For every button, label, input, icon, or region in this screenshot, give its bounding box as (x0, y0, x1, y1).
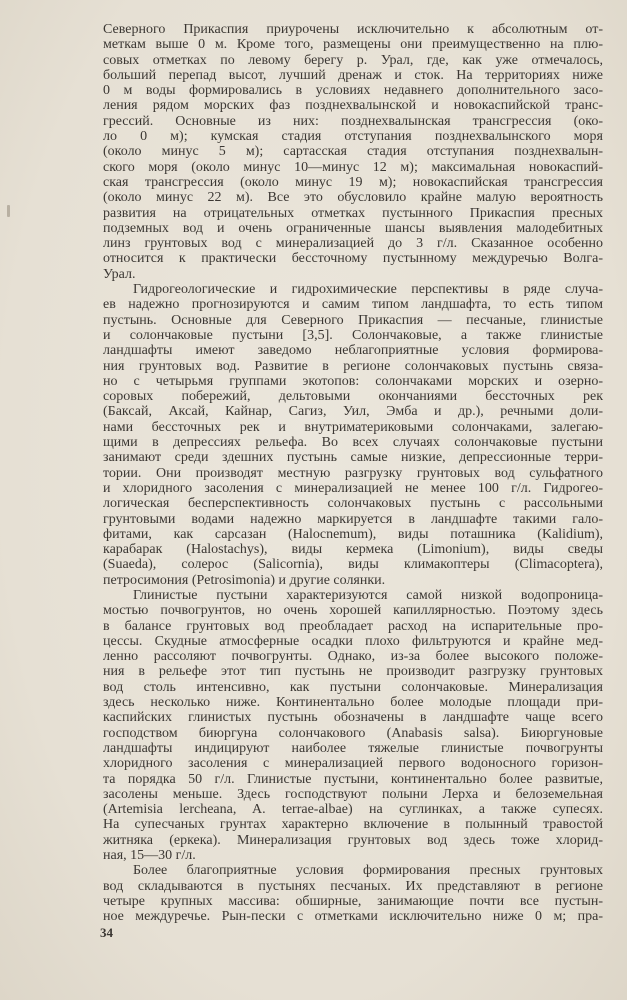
text-line: Более благоприятные условия формирования пресных грунтовых (133, 863, 603, 879)
text-line: ландшафты индицируют наиболее тяжелые глинистые почвогрунты (103, 740, 603, 756)
body-text (103, 22, 603, 925)
text-line: та порядка 50 г/л. Глинистые пустыни, континентально более развитые, (103, 771, 603, 787)
text-line: относится к практически бессточному пустынному междуречью Волга- (103, 251, 603, 267)
text-line: и солончаковые пустыни [3,5]. Солончаковые, а также глинистые (103, 327, 603, 343)
text-line: На супесчаных грунтах характерно включение в полынный травостой (103, 817, 603, 833)
text-line: тории. Они производят местную разгрузку грунтовых вод сульфатного (103, 465, 603, 481)
text-line: нами бессточных рек и внутриматериковыми солончаками, залегаю- (103, 419, 603, 435)
text-line: больший перепад высот, лучший дренаж и сток. На территориях ниже (103, 67, 603, 83)
text-line: мостью почвогрунтов, но очень хорошей капиллярностью. Поэтому здесь (103, 603, 603, 619)
text-line: совых отметках по левому берегу р. Урал, где, как уже отмечалось, (103, 52, 603, 68)
scan-mark (7, 205, 10, 217)
text-line: ное междуречье. Рын-пески с отметками исключительно ниже 0 м; пра- (103, 909, 603, 925)
text-line: хлоридного засоления с минерализацией первого водоносного горизон- (103, 756, 603, 772)
text-line: ло 0 м); кумская стадия отступания позднехвалынского моря (103, 129, 603, 145)
text-line: Северного Прикаспия приурочены исключительно к абсолютным от- (103, 22, 603, 37)
text-line: ландшафты имеют заведомо неблагоприятные условия формирова- (103, 343, 603, 359)
page-number: 34 (100, 925, 113, 940)
paragraph (103, 282, 603, 588)
text-line: ев надежно прогнозируются и самим типом ландшафта, то есть типом (103, 297, 603, 313)
text-line: фитами, как сарсазан (Halocnemum), виды поташника (Kalidium), (103, 526, 603, 542)
text-line: (Artemisia lercheana, A. terrae-albae) на суглинках, а также супесях. (103, 802, 603, 818)
text-line: петросимония (Petrosimonia) и другие солянки. (103, 572, 386, 588)
text-line: подземных вод и очень ограниченные шансы выявления малодебитных (103, 220, 603, 236)
text-line: (около минус 5 м); сартасская стадия отступания позднехвалын- (103, 144, 603, 160)
text-line: (Suaeda), солерос (Salicornia), виды климакоптеры (Climacoptera), (103, 557, 603, 573)
text-line: карабарак (Halostachys), виды кермека (Limonium), виды сведы (103, 542, 603, 558)
text-line: линз грунтовых вод с минерализацией до 3 г/л. Сказанное особенно (103, 236, 603, 252)
text-line: 0 м воды формировались в условиях недавнего дополнительного засо- (103, 83, 603, 99)
text-line: вод складываются в пустынях песчаных. Их представляют в регионе (103, 878, 603, 894)
text-line: ния грунтовых вод. Развитие в регионе солончаковых пустынь связа- (103, 358, 603, 374)
text-line: Урал. (103, 266, 136, 282)
text-line: меткам выше 0 м. Кроме того, размещены они преимущественно на плю- (103, 37, 603, 53)
text-line: ского моря (около минус 10—минус 12 м); максимальная новокаспий- (103, 159, 603, 175)
text-line: четыре крупных массива: обширные, занимающие почти все пустын- (103, 893, 603, 909)
text-line: ленно рассоляют почвогрунты. Однако, из-за более высокого положе- (103, 649, 603, 665)
text-line: пустынь. Основные для Северного Прикаспия — песчаные, глинистые (103, 312, 603, 328)
text-line: (около минус 22 м). Все это обусловило крайне малую вероятность (103, 190, 603, 206)
text-line: и хлоридного засоления с минерализацией не менее 100 г/л. Гидрогео- (103, 480, 603, 496)
paragraph (103, 22, 603, 282)
paragraph (103, 588, 603, 863)
text-line: цессы. Скудные атмосферные осадки плохо фильтруются и крайне мед- (103, 633, 603, 649)
text-line: засолены меньше. Здесь господствуют полыни Лерха и белоземельная (103, 786, 603, 802)
text-line: ления рядом морских фаз позднехвалынской и новокаспийской транс- (103, 98, 603, 114)
text-line: щими в депрессиях рельефа. Во всех случаях солончаковые пустыни (103, 435, 603, 451)
text-line: в балансе грунтовых вод преобладает расход на испарительные про- (103, 618, 603, 634)
text-line: ская трансгрессия (около минус 19 м); новокаспийская трансгрессия (103, 174, 603, 190)
text-line: житняка (еркека). Минерализация грунтовых вод здесь тоже хлорид- (103, 832, 603, 848)
text-line: логическая бесперспективность солончаковых пустынь с рассольными (103, 496, 603, 512)
text-line: вод столь интенсивно, как пустыни солончаковые. Минерализация (103, 679, 603, 695)
text-line: Гидрогеологические и гидрохимические перспективы в ряде случа- (133, 282, 603, 298)
text-line: ния в рельефе этот тип пустынь не производит разгрузку грунтовых (103, 664, 603, 680)
text-line: но с четырьмя группами экотопов: солончаками морских и озерно- (103, 373, 603, 389)
text-line: господством биюргуна солончакового (Anabasis salsa). Биюргуновые (103, 725, 603, 741)
text-line: соровых побережий, дельтовыми окончаниями бессточных рек (103, 389, 603, 405)
text-line: развития на отрицательных отметках пустынного Прикаспия пресных (103, 205, 603, 221)
text-line: ная, 15—30 г/л. (103, 848, 196, 864)
text-line: (Баксай, Аксай, Кайнар, Сагиз, Уил, Эмба и др.), речными доли- (103, 404, 603, 420)
paragraph (103, 863, 603, 924)
text-line: грессий. Основные из них: позднехвалынская трансгрессия (око- (103, 113, 603, 129)
text-line: занимают среди здешних пустынь самые низкие, депрессионные терри- (103, 450, 603, 466)
text-line: Глинистые пустыни характеризуются самой низкой водопроница- (133, 587, 603, 603)
text-line: каспийских глинистых пустынь обозначены в ландшафте чаще всего (103, 710, 603, 726)
text-line: грунтовыми водами надежно маркируется в ландшафте такими гало- (103, 511, 603, 527)
text-line: здесь несколько ниже. Континентально более молодые площади при- (103, 695, 603, 711)
